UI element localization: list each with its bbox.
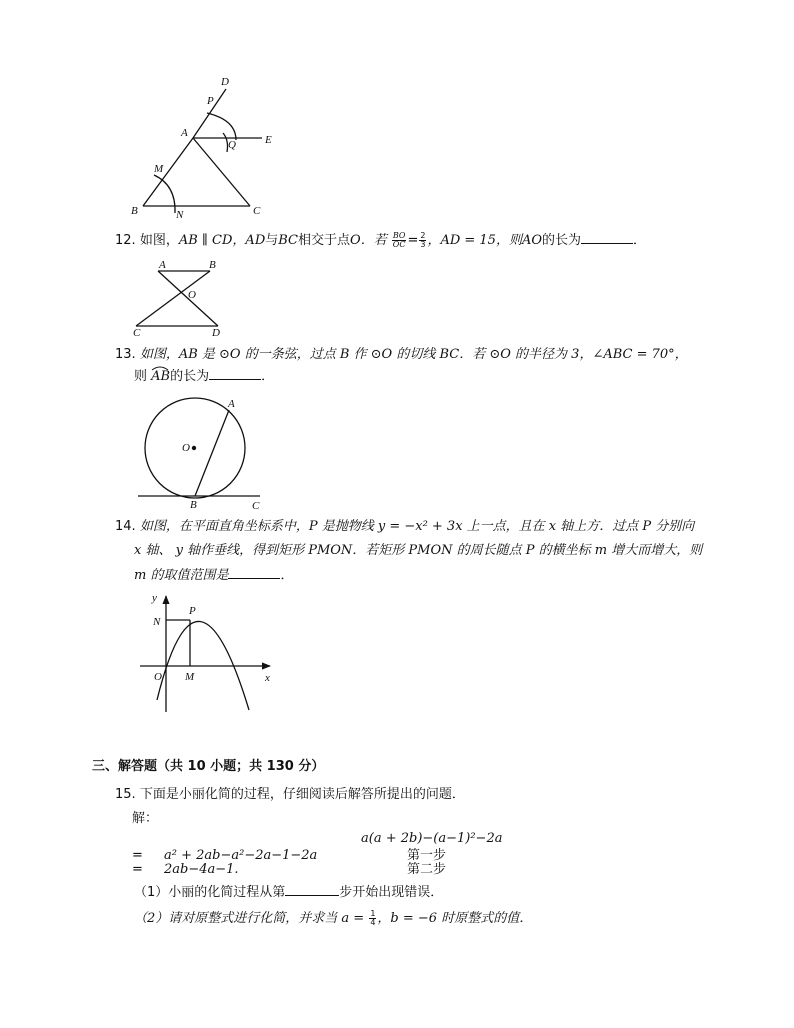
fraction-numerator: BO bbox=[392, 231, 406, 240]
label-B: B bbox=[209, 259, 216, 271]
part-1-suffix: 步开始出现错误． bbox=[339, 885, 444, 900]
q13-line1: 如图，AB 是 ⊙O 的一条弦，过点 B 作 ⊙O 的切线 BC．若 ⊙O 的半径为 3，∠ABC = 70°， bbox=[139, 347, 688, 362]
question-number: 12. bbox=[115, 233, 136, 248]
q15-expression: a(a + 2b)−(a−1)²−2a bbox=[361, 831, 503, 846]
q13-end: ． bbox=[261, 369, 275, 384]
label-O: O bbox=[154, 671, 162, 683]
step-2-expression: 2ab−4a−1. bbox=[164, 862, 239, 877]
q13-line2-a: 则 bbox=[134, 369, 148, 384]
label-P: P bbox=[189, 605, 196, 617]
q12-text-a: 如图， bbox=[139, 233, 179, 248]
label-B: B bbox=[131, 205, 138, 217]
label-O: O bbox=[182, 442, 190, 454]
q12-text-h: AO bbox=[521, 233, 542, 248]
part-2-prefix: （2）请对原整式进行化简，并求当 a = bbox=[134, 911, 365, 926]
solution-label: 解： bbox=[132, 811, 159, 826]
label-P: P bbox=[207, 95, 214, 107]
q15-part-1 bbox=[134, 884, 443, 901]
part-1-prefix: （1）小丽的化简过程从第 bbox=[134, 885, 286, 900]
label-A: A bbox=[159, 259, 166, 271]
q14-line3: m 的取值范围是 bbox=[134, 568, 229, 583]
q12-text-i: 的长为 bbox=[542, 233, 582, 248]
part-2-suffix: ，b = −6 时原整式的值． bbox=[377, 911, 533, 926]
q15-part-2 bbox=[134, 910, 532, 927]
label-x: x bbox=[265, 672, 270, 684]
q15-step-2 bbox=[132, 862, 239, 878]
fraction-one-quarter bbox=[369, 910, 376, 927]
label-O: O bbox=[188, 289, 196, 301]
fraction-denominator: 3 bbox=[420, 240, 426, 249]
label-C: C bbox=[133, 327, 141, 339]
step-2-label: 第二步 bbox=[407, 862, 447, 877]
equals-sign: = bbox=[132, 848, 143, 863]
fraction-numerator: 2 bbox=[420, 231, 426, 240]
q12-text-d: BC bbox=[278, 233, 299, 248]
label-C: C bbox=[253, 205, 261, 217]
label-C: C bbox=[252, 500, 260, 512]
q12-end: ． bbox=[633, 233, 647, 248]
q13-line2-b: 的长为 bbox=[170, 369, 210, 384]
q12-text-e: 相交于点 bbox=[298, 233, 351, 248]
q14-end: ． bbox=[280, 568, 294, 583]
question-number: 15. bbox=[115, 787, 136, 802]
label-y: y bbox=[152, 592, 157, 604]
label-E: E bbox=[265, 134, 272, 146]
q12-text-f: O．若 bbox=[350, 233, 387, 248]
step-1-expression: a² + 2ab−a²−2a−1−2a bbox=[164, 848, 318, 863]
label-M: M bbox=[154, 163, 164, 175]
label-N: N bbox=[176, 209, 184, 221]
q12-text-b: AB ∥ CD，AD bbox=[178, 233, 266, 248]
q14-line1: 如图，在平面直角坐标系中，P 是抛物线 y = −x² + 3x 上一点，且在 x 轴上方．过点 P 分别向 bbox=[139, 519, 695, 534]
label-A: A bbox=[228, 398, 235, 410]
q12-text-g: ，AD = 15，则 bbox=[427, 233, 522, 248]
label-D: D bbox=[212, 327, 220, 339]
section-3-title: 三、解答题（共 10 小题；共 130 分） bbox=[92, 759, 325, 774]
q12-text-c: 与 bbox=[265, 233, 279, 248]
label-N: N bbox=[153, 616, 161, 628]
equals-sign: = bbox=[132, 862, 143, 877]
fraction-numerator: 1 bbox=[370, 909, 376, 918]
fraction-denominator: 4 bbox=[370, 918, 376, 927]
label-D: D bbox=[221, 76, 229, 88]
fraction-denominator: OC bbox=[392, 240, 406, 249]
equals-sign: = bbox=[407, 233, 419, 248]
question-number: 14. bbox=[115, 519, 136, 534]
arc-ab-text: AB bbox=[151, 369, 171, 384]
question-number: 13. bbox=[115, 347, 136, 362]
question-15-intro bbox=[115, 787, 465, 803]
label-M: M bbox=[185, 671, 195, 683]
label-A: A bbox=[181, 127, 188, 139]
question-14-line-2: x 轴、 y 轴作垂线，得到矩形 PMON．若矩形 PMON 的周长随点 P 的横坐标 m 增大而增大，则 bbox=[134, 543, 703, 558]
label-Q: Q bbox=[228, 139, 236, 151]
label-B: B bbox=[190, 499, 197, 511]
answer-blank bbox=[285, 884, 339, 896]
step-1-label: 第一步 bbox=[407, 848, 447, 863]
q15-intro: 下面是小丽化简的过程，仔细阅读后解答所提出的问题． bbox=[139, 787, 465, 802]
